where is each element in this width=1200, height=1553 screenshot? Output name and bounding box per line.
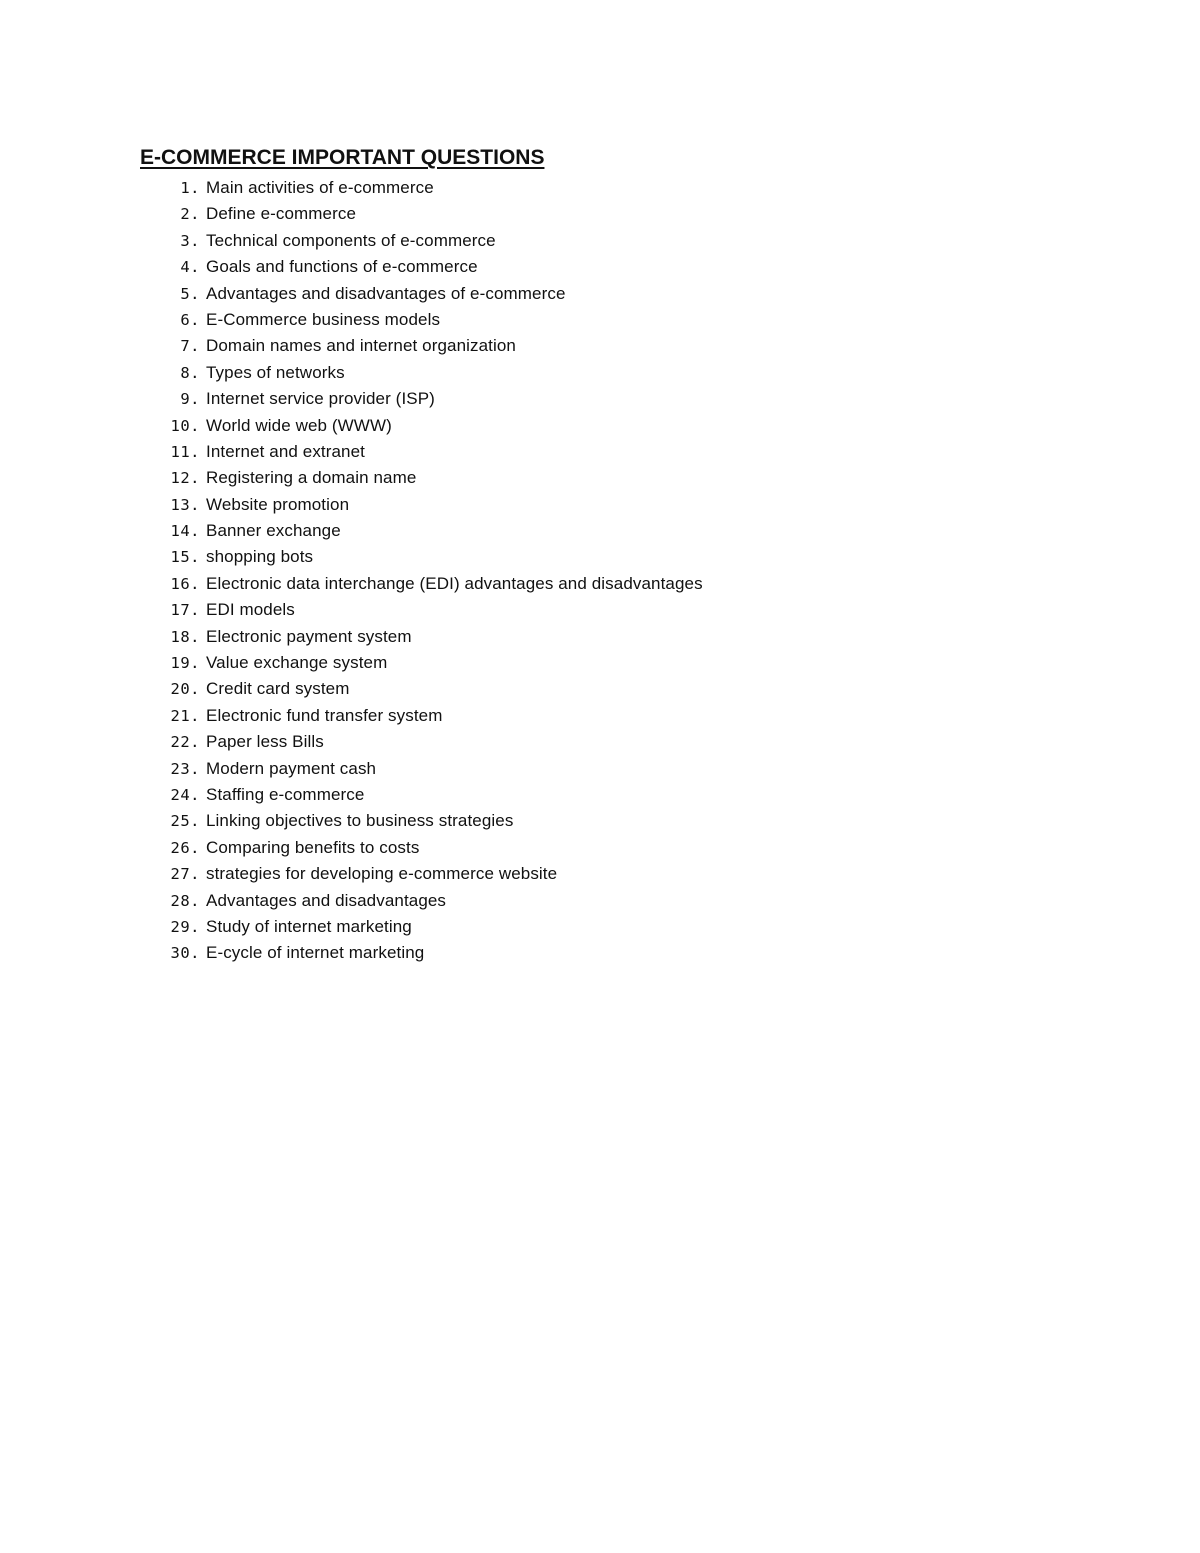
list-item bbox=[140, 650, 703, 676]
list-item bbox=[140, 492, 703, 518]
list-item-number: 21. bbox=[170, 706, 200, 725]
list-item bbox=[140, 861, 703, 887]
list-item-number: 24. bbox=[170, 785, 200, 804]
list-item bbox=[140, 808, 703, 834]
list-item bbox=[140, 518, 703, 544]
list-item-text: EDI models bbox=[206, 600, 295, 620]
list-item-text: strategies for developing e-commerce website bbox=[206, 864, 558, 884]
list-item-text: Value exchange system bbox=[206, 653, 388, 673]
list-item-text: Goals and functions of e-commerce bbox=[206, 257, 478, 277]
list-item bbox=[140, 175, 703, 201]
list-item-text: E-Commerce business models bbox=[206, 309, 441, 329]
list-item-number: 23. bbox=[170, 759, 200, 778]
list-item bbox=[140, 571, 703, 597]
list-item-text: Technical components of e-commerce bbox=[206, 230, 496, 250]
list-item bbox=[140, 597, 703, 623]
list-item-number: 16. bbox=[170, 574, 200, 593]
list-item-number: 9. bbox=[180, 390, 200, 409]
list-item-text: Types of networks bbox=[206, 362, 345, 382]
list-item-number: 5. bbox=[180, 284, 200, 303]
list-item-text: Modern payment cash bbox=[206, 758, 377, 778]
list-item bbox=[140, 386, 703, 412]
list-item-number: 22. bbox=[170, 733, 200, 752]
document-title: E-COMMERCE IMPORTANT QUESTIONS bbox=[140, 146, 545, 169]
list-item-text: Advantages and disadvantages of e-commerce bbox=[206, 283, 566, 303]
list-item bbox=[140, 624, 703, 650]
question-list bbox=[140, 175, 703, 967]
list-item-text: Define e-commerce bbox=[206, 204, 357, 224]
list-item-text: E-cycle of internet marketing bbox=[206, 943, 425, 963]
list-item-number: 4. bbox=[180, 258, 200, 277]
list-item bbox=[140, 254, 703, 280]
list-item-number: 10. bbox=[170, 416, 200, 435]
list-item-text: Registering a domain name bbox=[206, 468, 417, 488]
list-item-text: Linking objectives to business strategies bbox=[206, 811, 514, 831]
list-item-text: Website promotion bbox=[206, 494, 350, 514]
list-item-number: 20. bbox=[170, 680, 200, 699]
list-item-text: Internet and extranet bbox=[206, 441, 365, 461]
list-item-text: Comparing benefits to costs bbox=[206, 837, 420, 857]
list-item bbox=[140, 940, 703, 966]
list-item-text: Study of internet marketing bbox=[206, 916, 412, 936]
list-item bbox=[140, 413, 703, 439]
list-item-text: Main activities of e-commerce bbox=[206, 178, 434, 197]
list-item-number: 19. bbox=[170, 654, 200, 673]
list-item bbox=[140, 676, 703, 702]
list-item-number: 13. bbox=[170, 495, 200, 514]
list-item-number: 7. bbox=[180, 337, 200, 356]
list-item bbox=[140, 281, 703, 307]
list-item bbox=[140, 729, 703, 755]
list-item-number: 8. bbox=[180, 363, 200, 382]
list-item-text: Electronic data interchange (EDI) advantages and disadvantages bbox=[206, 573, 703, 593]
list-item bbox=[140, 703, 703, 729]
list-item bbox=[140, 333, 703, 359]
list-item bbox=[140, 307, 703, 333]
list-item-number: 3. bbox=[180, 231, 200, 250]
list-item-text: Staffing e-commerce bbox=[206, 784, 365, 804]
list-item bbox=[140, 544, 703, 570]
list-item-text: Banner exchange bbox=[206, 521, 341, 541]
list-item-number: 12. bbox=[170, 469, 200, 488]
list-item-text: Paper less Bills bbox=[206, 732, 324, 752]
list-item-number: 25. bbox=[170, 812, 200, 831]
list-item bbox=[140, 835, 703, 861]
list-item-text: Advantages and disadvantages bbox=[206, 890, 447, 910]
list-item-number: 28. bbox=[170, 891, 200, 910]
list-item bbox=[140, 888, 703, 914]
list-item-number: 1. bbox=[180, 179, 200, 197]
list-item bbox=[140, 914, 703, 940]
list-item-text: Internet service provider (ISP) bbox=[206, 389, 435, 409]
list-item-number: 26. bbox=[170, 838, 200, 857]
list-item-number: 30. bbox=[170, 944, 200, 963]
list-item-number: 2. bbox=[180, 205, 200, 224]
list-item bbox=[140, 201, 703, 227]
list-item bbox=[140, 228, 703, 254]
list-item-number: 6. bbox=[180, 310, 200, 329]
list-item-text: Domain names and internet organization bbox=[206, 336, 516, 356]
list-item-number: 17. bbox=[170, 601, 200, 620]
list-item bbox=[140, 756, 703, 782]
list-item-text: Electronic payment system bbox=[206, 626, 412, 646]
list-item-number: 29. bbox=[170, 917, 200, 936]
list-item bbox=[140, 439, 703, 465]
list-item-number: 15. bbox=[170, 548, 200, 567]
list-item-number: 11. bbox=[170, 442, 200, 461]
list-item bbox=[140, 782, 703, 808]
list-item-text: Electronic fund transfer system bbox=[206, 705, 443, 725]
list-item-number: 27. bbox=[170, 865, 200, 884]
list-item-text: shopping bots bbox=[206, 547, 314, 567]
list-item-number: 18. bbox=[170, 627, 200, 646]
list-item bbox=[140, 465, 703, 491]
list-item-number: 14. bbox=[170, 522, 200, 541]
list-item bbox=[140, 360, 703, 386]
list-item-text: Credit card system bbox=[206, 679, 350, 699]
list-item-text: World wide web (WWW) bbox=[206, 415, 392, 435]
